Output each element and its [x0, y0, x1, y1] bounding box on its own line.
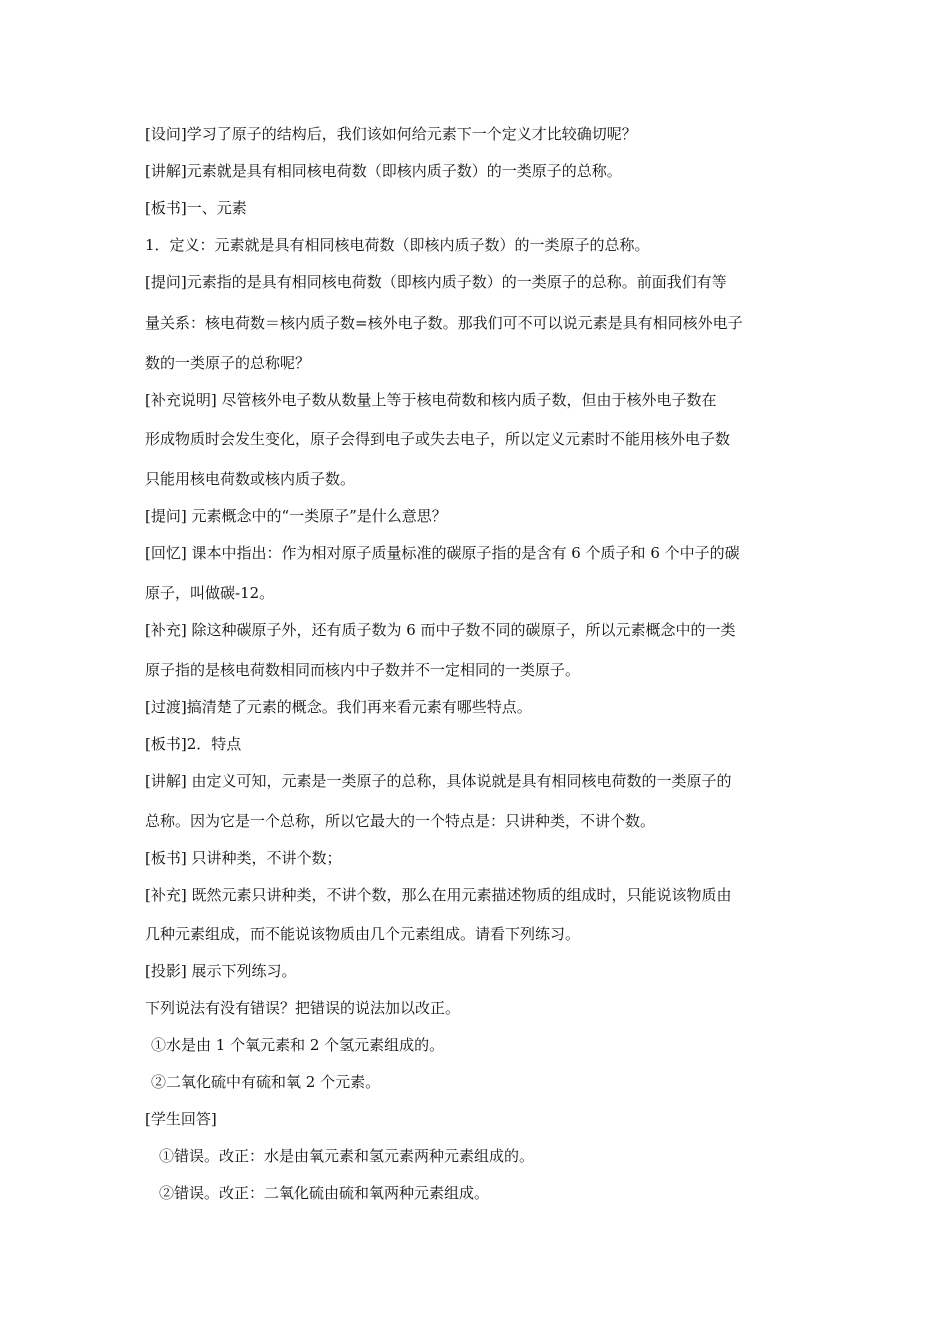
paragraph-line: [补充] 既然元素只讲种类，不讲个数，那么在用元素描述物质的组成时，只能说该物质由: [145, 886, 732, 904]
paragraph-line: [提问] 元素概念中的“一类原子”是什么意思？: [145, 507, 447, 525]
paragraph-line: 量关系：核电荷数＝核内质子数=核外电子数。那我们可不可以说元素是具有相同核外电子: [145, 314, 743, 332]
paragraph-line: [补充] 除这种碳原子外，还有质子数为 6 而中子数不同的碳原子，所以元素概念中的一类: [145, 621, 736, 639]
paragraph-line: 下列说法有没有错误？把错误的说法加以改正。: [145, 999, 461, 1017]
answer-item: ①错误。改正：水是由氧元素和氢元素两种元素组成的。: [159, 1147, 535, 1165]
exercise-item: ②二氧化硫中有硫和氧 2 个元素。: [151, 1073, 381, 1091]
paragraph-line: [板书]2．特点: [145, 735, 242, 753]
paragraph-line: 原子，叫做碳-12。: [145, 584, 275, 602]
paragraph-line: 形成物质时会发生变化，原子会得到电子或失去电子，所以定义元素时不能用核外电子数: [145, 430, 731, 448]
paragraph-line: 原子指的是核电荷数相同而核内中子数并不一定相同的一类原子。: [145, 661, 581, 679]
paragraph-line: [回忆] 课本中指出：作为相对原子质量标准的碳原子指的是含有 6 个质子和 6 个中子的碳: [145, 544, 740, 562]
paragraph-line: 几种元素组成，而不能说该物质由几个元素组成。请看下列练习。: [145, 925, 581, 943]
answer-item: ②错误。改正：二氧化硫由硫和氧两种元素组成。: [159, 1184, 490, 1202]
paragraph-line: [学生回答]: [145, 1110, 217, 1128]
exercise-item: ①水是由 1 个氧元素和 2 个氢元素组成的。: [151, 1036, 445, 1054]
paragraph-line: 总称。因为它是一个总称，所以它最大的一个特点是：只讲种类，不讲个数。: [145, 812, 656, 830]
paragraph-line: 数的一类原子的总称呢？: [145, 354, 311, 372]
paragraph-line: [板书] 只讲种类，不讲个数；: [145, 849, 342, 867]
paragraph-line: 只能用核电荷数或核内质子数。: [145, 470, 356, 488]
paragraph-line: [设问]学习了原子的结构后，我们该如何给元素下一个定义才比较确切呢？: [145, 125, 637, 143]
paragraph-line: [补充说明] 尽管核外电子数从数量上等于核电荷数和核内质子数，但由于核外电子数在: [145, 391, 717, 409]
paragraph-line: [投影] 展示下列练习。: [145, 962, 297, 980]
paragraph-line: [板书]一、元素: [145, 199, 247, 217]
paragraph-line: [提问]元素指的是具有相同核电荷数（即核内质子数）的一类原子的总称。前面我们有等: [145, 273, 727, 291]
paragraph-line: 1．定义：元素就是具有相同核电荷数（即核内质子数）的一类原子的总称。: [145, 236, 650, 254]
paragraph-line: [讲解]元素就是具有相同核电荷数（即核内质子数）的一类原子的总称。: [145, 162, 622, 180]
paragraph-line: [过渡]搞清楚了元素的概念。我们再来看元素有哪些特点。: [145, 698, 532, 716]
paragraph-line: [讲解] 由定义可知，元素是一类原子的总称，具体说就是具有相同核电荷数的一类原子的: [145, 772, 732, 790]
